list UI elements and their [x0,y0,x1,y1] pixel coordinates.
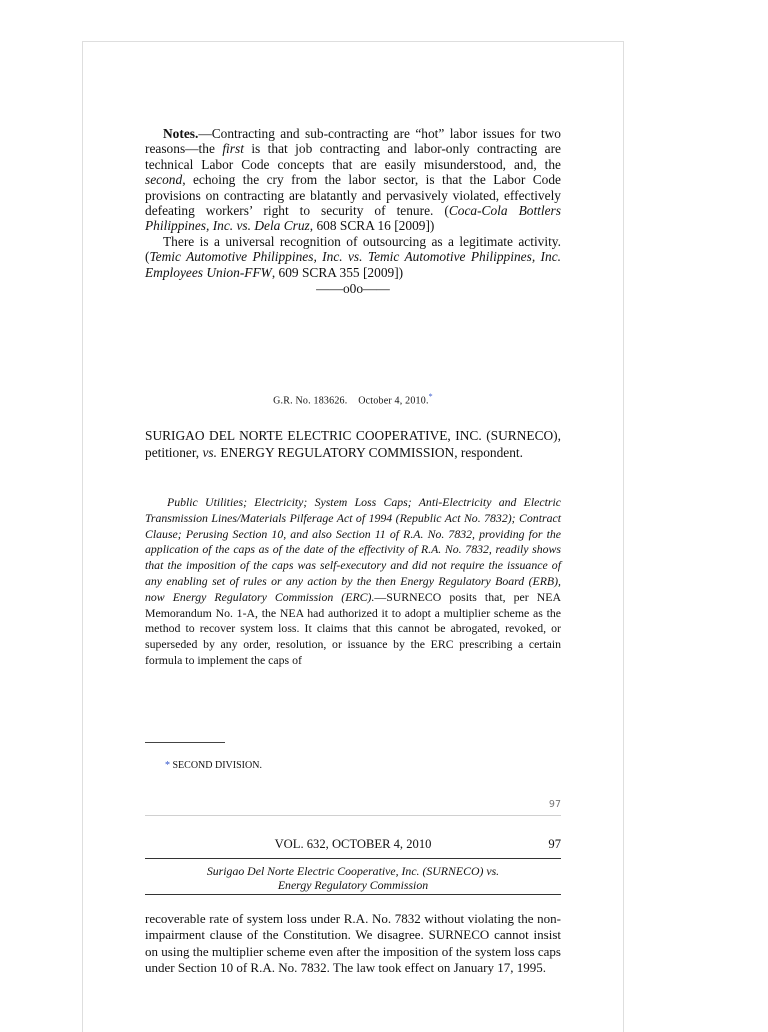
body-text [145,911,561,977]
syllabus-paragraph [145,495,561,669]
notes-text: , echoing the cry from the labor sector, is that the Labor Code provisions on contracting are blatantly and pervasively violated, effectively defeating workers’ right to security of tenure. ( [145,172,561,219]
running-head-page: 97 [548,837,561,851]
notes-emphasis: second [145,172,183,188]
notes-section [145,126,561,296]
section-divider: ——o0o—— [316,281,390,297]
notes-text: —Contracting and sub-contracting are “hot” labor issues for two reasons—the [145,126,561,157]
running-head-volume: VOL. 632, OCTOBER 4, 2010 [274,837,432,851]
notes-paragraph-1 [145,126,561,234]
gr-number: G.R. No. 183626. [273,395,348,407]
petitioner-text: SURIGAO DEL NORTE ELECTRIC COOPERATIVE, INC. (SURNECO), petitioner, [145,428,561,460]
header-rule-top [145,858,561,859]
footnote-marker[interactable]: * [428,392,433,401]
footnote-star: * [165,760,170,771]
case-title-line: Surigao Del Norte Electric Cooperative, Inc. (SURNECO) vs. [206,864,500,878]
footnote-rule [145,742,225,743]
syllabus-text: —SURNECO posits that, per NEA Memorandum No. 1-A, the NEA had authorized it to adopt a multiplier scheme as the method to recover system loss. It claims that this cannot be abrogated, revoked, or superseded by any order, resolution, or issuance by the ERC prescribing a certain formula to implement the caps of [145,589,562,667]
page-break-rule [145,815,561,816]
syllabus-keywords: Public Utilities; Electricity; System Loss Caps; Anti-Electricity and Electric Transmission Lines/Materials Pilferage Act of 1994 (Republic Act No. 7832); Contract Clause; Perusing Section 10, and also Section 11 of R.A. No. 7832, providing for the application of the caps as of the date of the effectivity of R.A. No. 7832, readily shows that the imposition of the caps was self-executory and did not require the issuance of any enabling set of rules or any action by the then Energy Regulatory Board (ERB), now Energy Regulatory Commission (ERC). [145,495,561,604]
syllabus [145,495,561,669]
versus-text: vs. [202,444,217,460]
notes-lead: Notes. [163,126,199,141]
document-page [82,41,624,1032]
case-citation: Coca-Cola Bottlers Philippines, Inc. vs. Dela Cruz [145,203,561,234]
notes-text: , 609 SCRA 355 [2009]) [271,264,404,280]
notes-paragraph-2 [145,234,561,280]
case-citation: Temic Automotive Philippines, Inc. vs. Temic Automotive Philippines, Inc. Employees Union-FFW [145,249,561,280]
footnote [165,760,581,771]
decision-date: October 4, 2010. [358,395,429,407]
page-marker: 97 [548,799,561,810]
notes-text: is that job contracting and labor-only contracting are technical Labor Code concepts that are easily misunderstood, and, the [145,141,561,172]
case-title-line: Energy Regulatory Commission [277,878,429,892]
running-case-title [145,864,561,892]
body-paragraph: recoverable rate of system loss under R.A. No. 7832 without violating the non-impairment clause of the Constitution. We disagree. SURNECO cannot insist on using the multiplier scheme even after the imposition of the system loss caps under Section 10 of R.A. No. 7832. The law took effect on January 17, 1995. [145,911,561,976]
case-number-line [145,392,561,406]
header-rule-bottom [145,894,561,895]
footnote-text: SECOND DIVISION. [170,760,262,771]
notes-text: , 608 SCRA 16 [2009]) [309,218,435,234]
case-parties [145,428,561,461]
notes-text: There is a universal recognition of outsourcing as a legitimate activity. ( [145,233,561,265]
respondent-text: ENERGY REGULATORY COMMISSION, respondent. [217,444,524,460]
notes-emphasis: first [222,141,244,157]
